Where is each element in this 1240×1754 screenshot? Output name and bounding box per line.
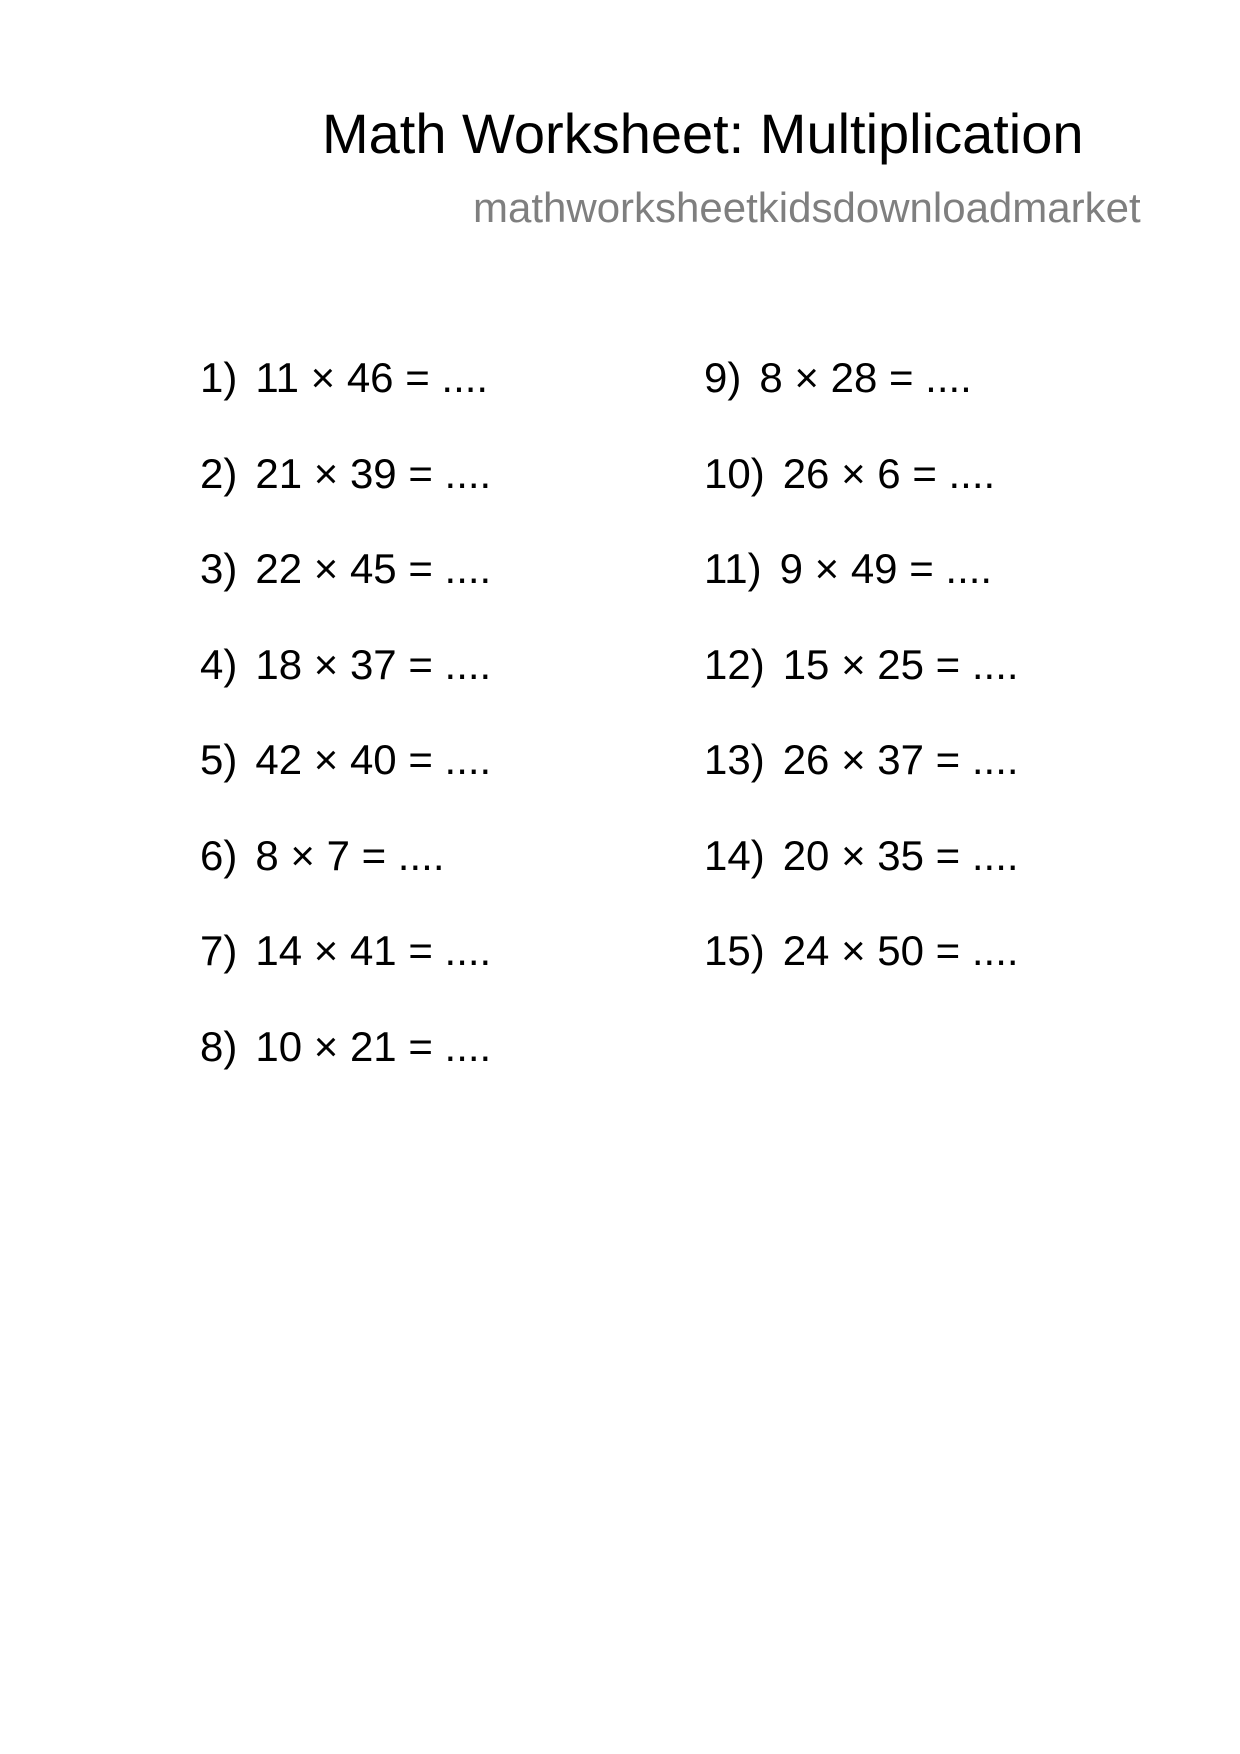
problem-expression: 11 × 46 = .... [255, 354, 489, 401]
problem-number: 4) [200, 640, 238, 688]
problem-number: 8) [200, 1022, 238, 1070]
problem-number: 2) [200, 449, 238, 497]
problem-item [200, 732, 491, 828]
problem-column-right [704, 350, 1019, 1019]
problem-number: 7) [200, 927, 238, 974]
problem-item [200, 637, 491, 733]
problem-item [200, 923, 491, 1019]
problem-expression: 14 × 41 = .... [255, 927, 492, 974]
problem-expression: 9 × 49 = .... [779, 545, 993, 592]
problem-number: 6) [200, 831, 238, 879]
problem-item [704, 446, 1019, 542]
problem-number: 12) [704, 640, 765, 688]
problem-number: 1) [200, 354, 238, 401]
problem-item [200, 541, 491, 637]
problem-expression: 15 × 25 = .... [782, 640, 1019, 688]
problem-item [704, 541, 1019, 637]
problem-number: 11) [704, 545, 762, 592]
problem-expression: 24 × 50 = .... [782, 927, 1019, 974]
problem-item [200, 828, 491, 924]
page-subtitle: mathworksheetkidsdownloadmarket [473, 184, 1141, 231]
problem-number: 13) [704, 736, 765, 783]
problem-item [704, 828, 1019, 924]
problem-expression: 8 × 28 = .... [759, 354, 972, 401]
problem-expression: 21 × 39 = .... [255, 449, 492, 497]
problem-expression: 26 × 6 = .... [782, 449, 996, 497]
problem-expression: 10 × 21 = .... [255, 1022, 492, 1070]
problem-number: 3) [200, 545, 238, 592]
problem-item [200, 446, 491, 542]
problem-item [704, 637, 1019, 733]
problem-item [704, 350, 1019, 446]
problem-expression: 20 × 35 = .... [782, 831, 1019, 879]
problem-expression: 22 × 45 = .... [255, 545, 492, 592]
problem-number: 15) [704, 927, 765, 974]
problem-item [200, 1019, 491, 1115]
problem-expression: 8 × 7 = .... [255, 831, 445, 879]
problem-item [200, 350, 491, 446]
problem-expression: 42 × 40 = .... [255, 736, 492, 783]
problem-number: 14) [704, 831, 765, 879]
problem-number: 5) [200, 736, 238, 783]
problem-item [704, 923, 1019, 1019]
problem-number: 9) [704, 354, 742, 401]
problem-expression: 26 × 37 = .... [782, 736, 1019, 783]
problem-expression: 18 × 37 = .... [255, 640, 492, 688]
page-title: Math Worksheet: Multiplication [322, 102, 1084, 165]
problem-number: 10) [704, 449, 765, 497]
problem-column-left [200, 350, 491, 1114]
problem-item [704, 732, 1019, 828]
